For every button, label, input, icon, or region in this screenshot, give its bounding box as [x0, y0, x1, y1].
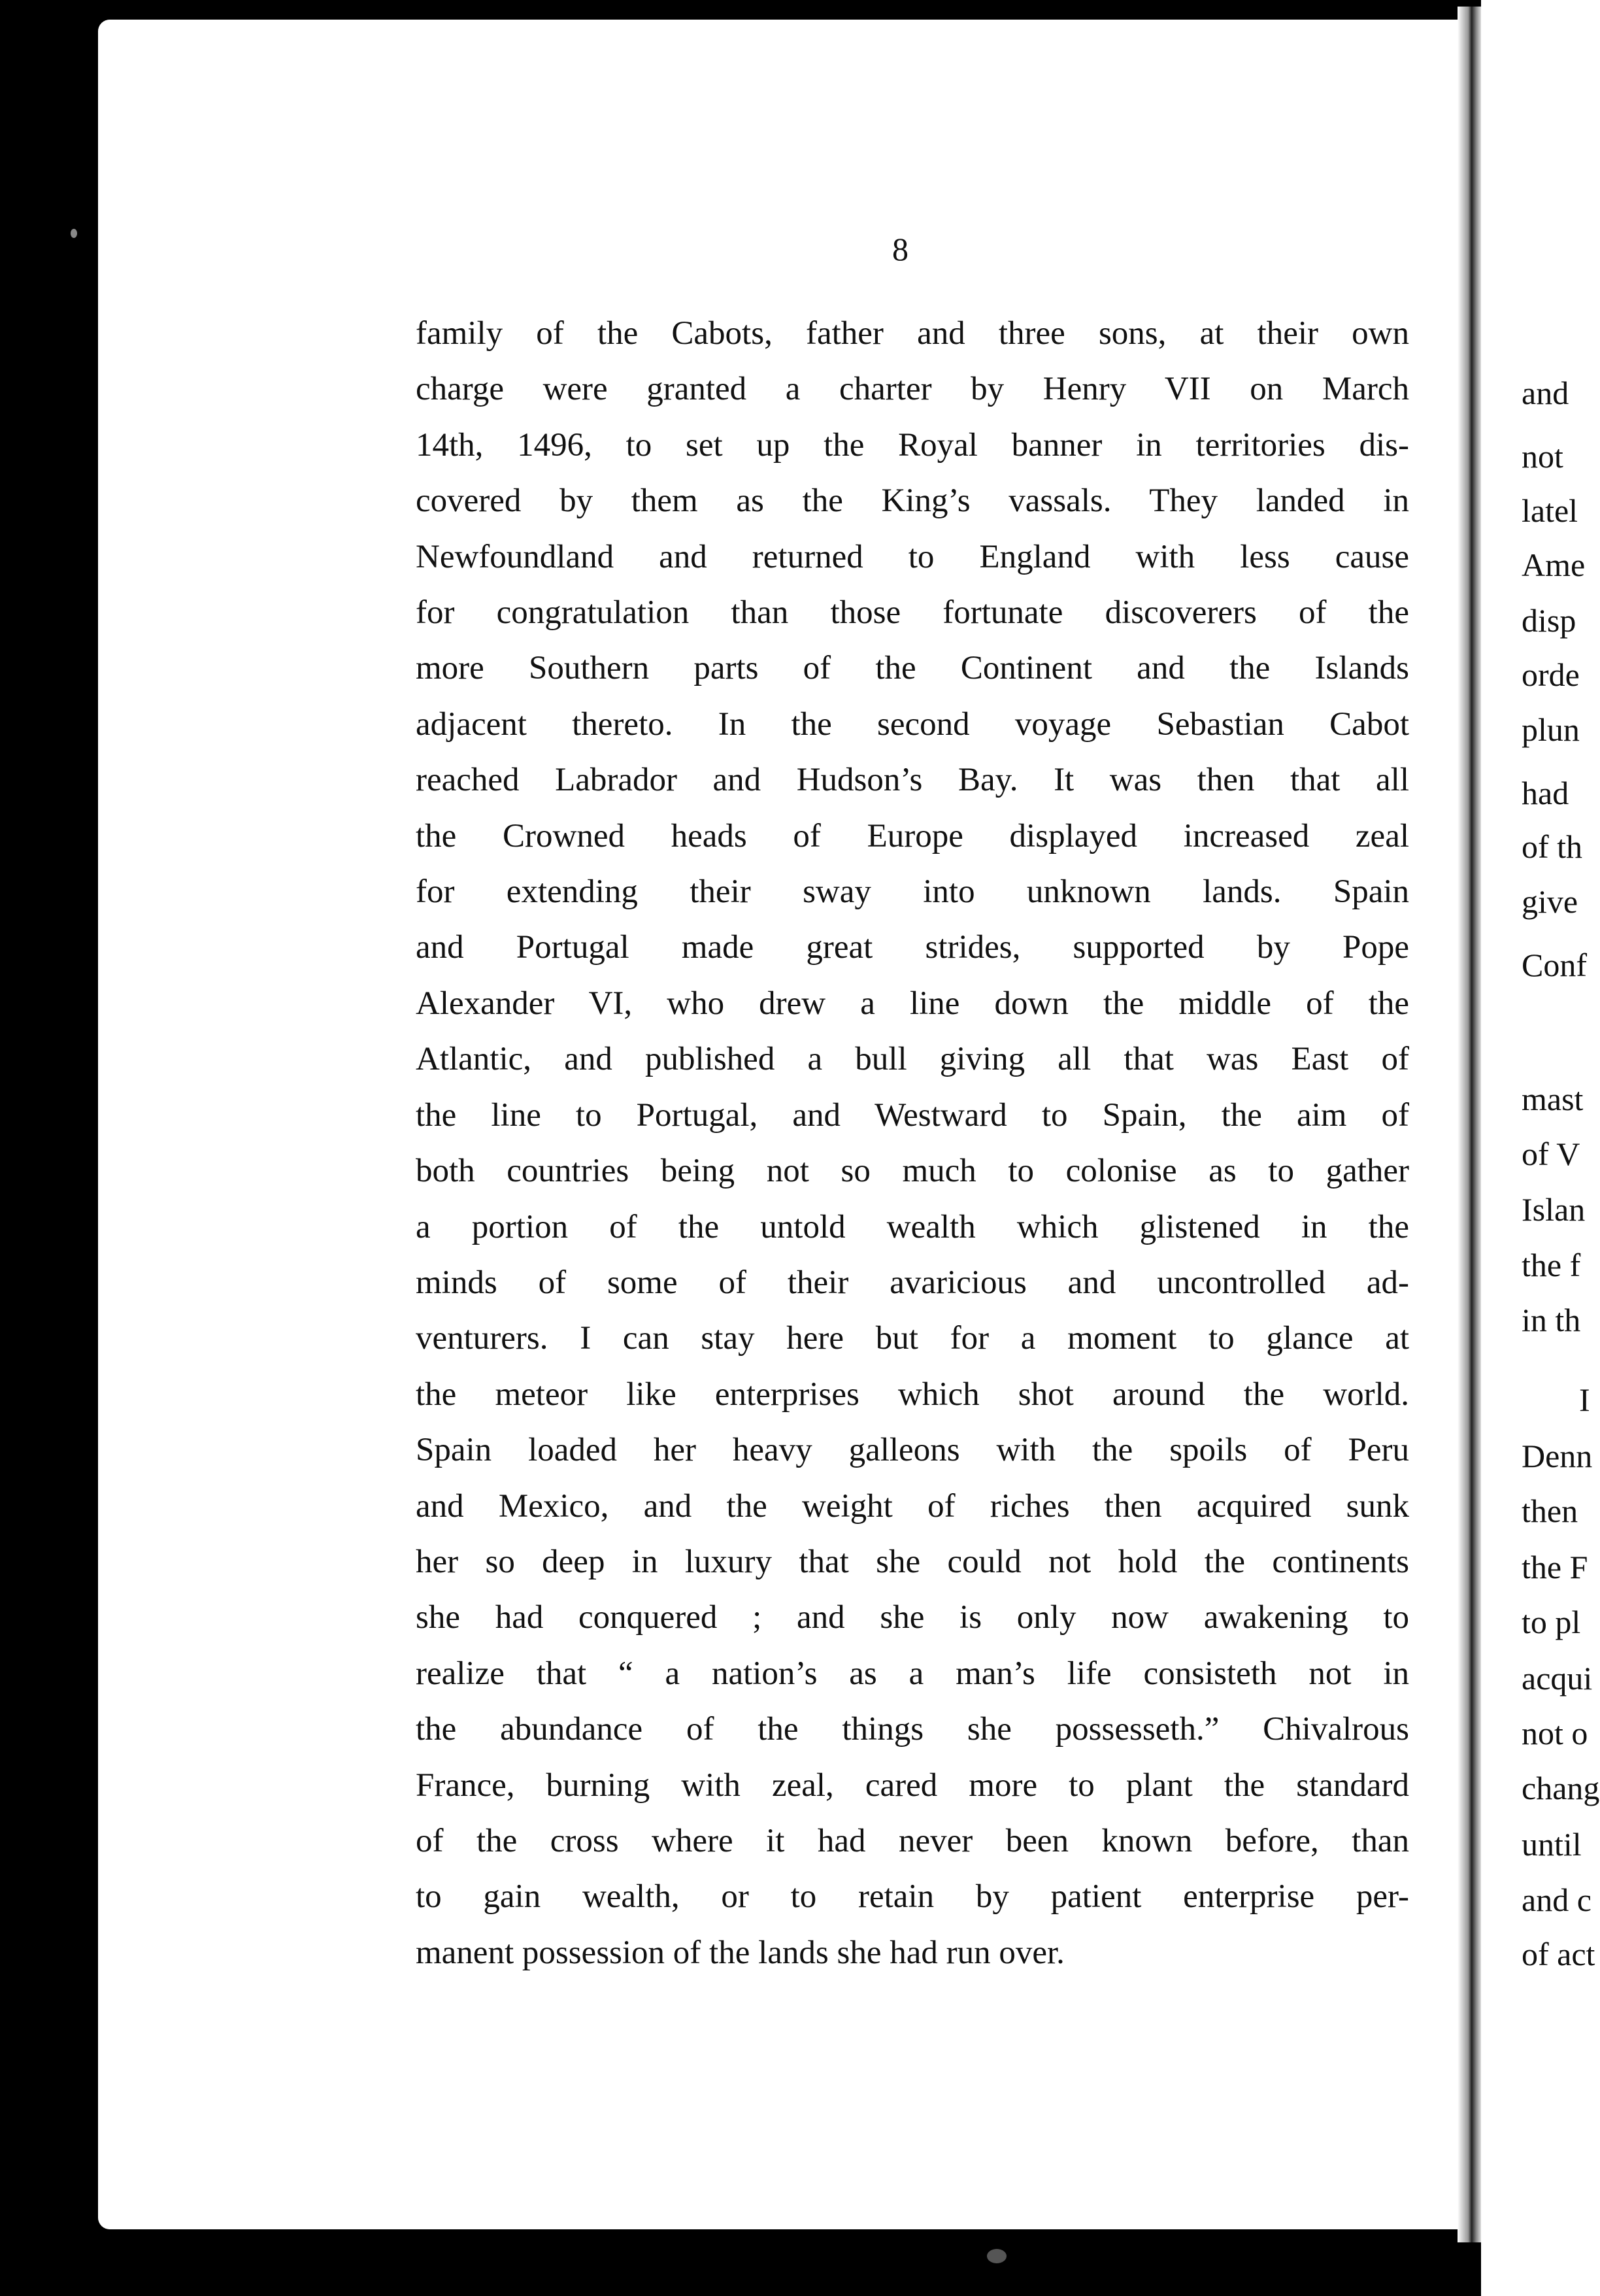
- facing-page-fragment: acqui: [1522, 1660, 1593, 1697]
- facing-page: [1481, 0, 1600, 2296]
- facing-page-fragment: orde: [1522, 656, 1580, 693]
- text-line: and Mexico, and the weight of riches then acquired sunk: [416, 1487, 1409, 1525]
- text-line: family of the Cabots, father and three sons, at their own: [416, 315, 1409, 352]
- text-line: adjacent thereto. In the second voyage Sebastian Cabot: [416, 705, 1409, 743]
- facing-page-fragment: give: [1522, 883, 1578, 920]
- text-line: Atlantic, and published a bull giving all that was East of: [416, 1041, 1409, 1078]
- facing-page-fragment: Islan: [1522, 1191, 1586, 1228]
- text-line: the line to Portugal, and Westward to Spain, the aim of: [416, 1096, 1409, 1134]
- facing-page-fragment: disp: [1522, 602, 1576, 639]
- facing-page-fragment: the F: [1522, 1549, 1588, 1585]
- text-line: covered by them as the King’s vassals. They landed in: [416, 482, 1409, 520]
- facing-page-fragment: Denn: [1522, 1438, 1593, 1474]
- facing-page-fragment: not: [1522, 438, 1563, 475]
- facing-page-fragment: mast: [1522, 1081, 1584, 1117]
- text-line: realize that “ a nation’s as a man’s life consisteth not in: [416, 1655, 1409, 1692]
- text-line: and Portugal made great strides, supported by Pope: [416, 929, 1409, 966]
- facing-page-fragment: of V: [1522, 1136, 1580, 1172]
- facing-page-fragment: not o: [1522, 1715, 1588, 1751]
- facing-page-fragment: chang: [1522, 1770, 1600, 1806]
- text-line: France, burning with zeal, cared more to plant the standard: [416, 1766, 1409, 1804]
- text-line: charge were granted a charter by Henry VII on March: [416, 371, 1409, 408]
- facing-page-fragment: until: [1522, 1826, 1582, 1863]
- page-number: 8: [892, 231, 908, 267]
- text-line: a portion of the untold wealth which glistened in the: [416, 1208, 1409, 1245]
- text-line: the meteor like enterprises which shot around the world.: [416, 1376, 1409, 1413]
- ink-speck: [987, 2249, 1007, 2263]
- facing-page-fragment: and c: [1522, 1882, 1592, 1918]
- text-line: minds of some of their avaricious and uncontrolled ad-: [416, 1264, 1409, 1301]
- text-line: for extending their sway into unknown lands. Spain: [416, 873, 1409, 911]
- text-line: Alexander VI, who drew a line down the middle of the: [416, 985, 1409, 1022]
- text-line: to gain wealth, or to retain by patient enterprise per-: [416, 1878, 1409, 1916]
- text-line: her so deep in luxury that she could not hold the continents: [416, 1543, 1409, 1580]
- facing-page-fragment: Ame: [1522, 547, 1586, 583]
- text-line: of the cross where it had never been known before, than: [416, 1822, 1409, 1859]
- book-gutter: [1458, 7, 1481, 2242]
- facing-page-fragment: latel: [1522, 492, 1578, 529]
- facing-page-fragment: I: [1579, 1381, 1590, 1418]
- facing-page-fragment: then: [1522, 1493, 1578, 1529]
- text-line: both countries being not so much to colonise as to gather: [416, 1153, 1409, 1190]
- text-line: the Crowned heads of Europe displayed increased zeal: [416, 817, 1409, 854]
- text-line: manent possession of the lands she had run over.: [416, 1934, 1065, 1971]
- facing-page-fragment: and: [1522, 375, 1569, 411]
- facing-page-fragment: plun: [1522, 711, 1580, 748]
- text-line: the abundance of the things she possesseth.” Chivalrous: [416, 1711, 1409, 1748]
- text-line: Spain loaded her heavy galleons with the spoils of Peru: [416, 1432, 1409, 1469]
- body-text: [416, 306, 1409, 1981]
- text-line: more Southern parts of the Continent and the Islands: [416, 650, 1409, 687]
- facing-page-fragment: the f: [1522, 1247, 1581, 1283]
- facing-page-fragment: to pl: [1522, 1604, 1581, 1640]
- text-line: 14th, 1496, to set up the Royal banner in territories dis-: [416, 426, 1409, 464]
- text-line: she had conquered ; and she is only now awakening to: [416, 1599, 1409, 1636]
- scan-speck: [71, 229, 77, 238]
- text-line: Newfoundland and returned to England with less cause: [416, 538, 1409, 575]
- facing-page-fragment: of act: [1522, 1936, 1595, 1972]
- facing-page-fragment: had: [1522, 775, 1569, 811]
- facing-page-fragment: Conf: [1522, 947, 1587, 983]
- facing-page-fragment: in th: [1522, 1302, 1581, 1338]
- text-line: reached Labrador and Hudson’s Bay. It was then that all: [416, 762, 1409, 799]
- facing-page-fragment: of th: [1522, 828, 1583, 865]
- text-line: for congratulation than those fortunate discoverers of the: [416, 594, 1409, 632]
- text-line: venturers. I can stay here but for a moment to glance at: [416, 1320, 1409, 1357]
